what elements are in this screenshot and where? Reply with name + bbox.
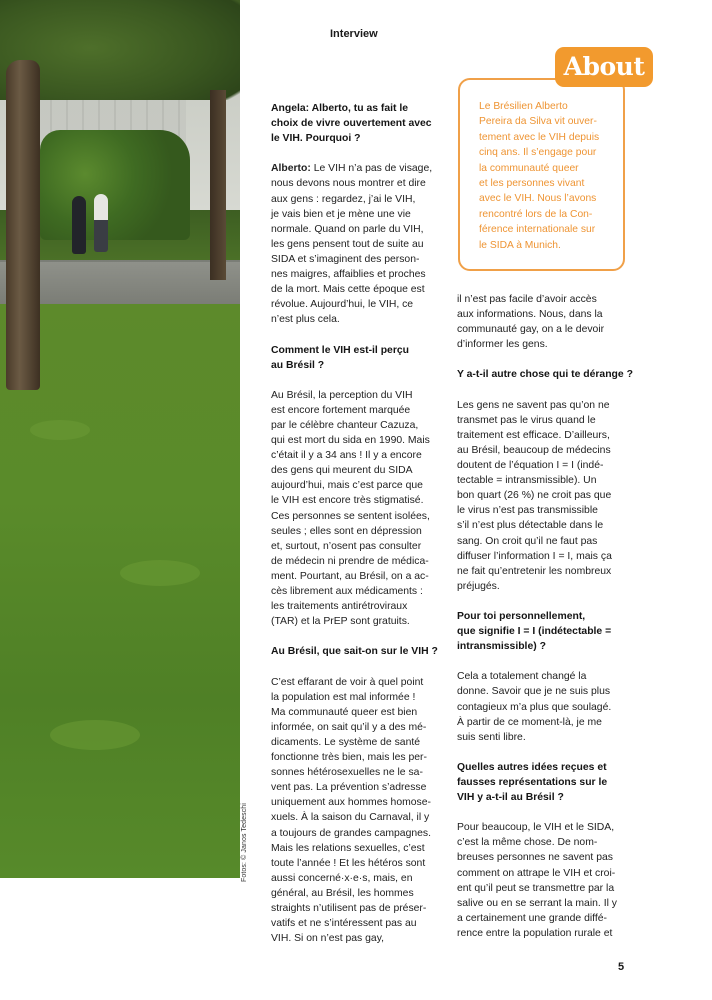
- photo-person: [94, 194, 108, 252]
- section-label: Interview: [330, 28, 378, 40]
- photo-lawn-patch: [30, 420, 90, 440]
- about-text: Le Brésilien Alberto Pereira da Silva vit ouver- tement avec le VIH depuis cinq ans. Il s’engage pour la communauté queer et les personnes vivant avec le VIH. Nous l’avons rencontré lors de la Con- férence internationale sur le SIDA à Munich.: [479, 101, 600, 251]
- interview-question: Quelles autres idées reçues et fausses représentations sur le VIH y a-t-il au Brésil ?: [457, 761, 608, 804]
- interview-answer: Pour beaucoup, le VIH et le SIDA, c’est la même chose. De nom- breuses personnes ne savent pas comment on attrape le VIH et croi- ent qu’il peut se transmettre par la salive ou en se serrant la main. Il y a certainement une grande diffé- rence entre la population rurale et: [457, 822, 617, 939]
- interview-answer: [271, 161, 451, 327]
- interview-answer: Cela a totalement changé la donne. Savoir que je ne suis plus contagieux m’a plus que soulagé. À partir de ce moment-là, je me suis senti libre.: [457, 671, 612, 743]
- interview-question: Y a-t-il autre chose qui te dérange ?: [457, 369, 633, 381]
- article-column-right: [457, 292, 637, 956]
- photo-tree-trunk: [210, 90, 226, 280]
- interview-answer: il n’est pas facile d’avoir accès aux informations. Nous, dans la communauté gay, on a le devoir d’informer les gens.: [457, 294, 605, 351]
- answer-text: Le VIH n’a pas de visage, nous devons nous montrer et dire aux gens : regardez, j’ai le VIH, je vais bien et je mène une vie normale. Quand on parle du VIH, les gens pensent tout de suite au SIDA et s’imaginent des person- nes maigres, affaiblies et proches de la mort. Mais cette époque est révolue. Aujourd’hui, le VIH, ce n’est plus cela.: [271, 163, 433, 326]
- interview-answer: C’est effarant de voir à quel point la population est mal informée ! Ma communauté queer est bien informée, on sait qu’il y a des mé- dicaments. Le système de santé fonctionne très bien, mais les per- sonnes hétérosexuelles ne le sa- vent pas. La prévention s’adresse uniquement aux hommes homose- xuels. À la saison du Carnaval, il y a toujours de grandes campagnes. Mais les relations sexuelles, c’est toute l’année ! Et les hétéros sont aussi concerné·x·e·s, mais, en général, au Brésil, les hommes straights n’utilisent pas de préser- vatifs et ne s’intéressent pas au VIH. Si on n’est pas gay,: [271, 676, 432, 945]
- interview-answer: Au Brésil, la perception du VIH est encore fortement marquée par le célèbre chanteur Cazuza, qui est mort du sida en 1990. Mais c’était il y a 34 ans ! Il y a encore des gens qui meurent du SIDA aujourd’hui, mais c’est parce que le VIH est encore très stigmatisé. Ces personnes se sentent isolées, seules ; elles sont en dépression et, surtout, n’osent pas consulter de médecin ni prendre de médica- ment. Pourtant, au Brésil, on a ac- cès librement aux médicaments : les traitements antirétroviraux (TAR) et la PrEP sont gratuits.: [271, 389, 430, 628]
- about-title: About: [555, 47, 653, 87]
- park-photo: [0, 0, 240, 878]
- page-number: 5: [618, 961, 625, 973]
- photo-lawn-patch: [120, 560, 200, 586]
- photo-lawn-patch: [50, 720, 140, 750]
- interview-question: Angela: Alberto, tu as fait le choix de vivre ouvertement avec le VIH. Pourquoi ?: [271, 103, 432, 145]
- article-column-left: [271, 101, 451, 961]
- interview-question: Pour toi personnellement, que signifie I = I (indétectable = intransmissible) ?: [457, 610, 612, 653]
- interview-question: Comment le VIH est-il perçu au Brésil ?: [271, 344, 409, 371]
- interview-answer: Les gens ne savent pas qu’on ne transmet pas le virus quand le traitement est efficace. D’ailleurs, au Brésil, beaucoup de médecins doutent de l’équation I = I (indé- tectable = intransmissible). Un bon quart (26 %) ne croit pas que le virus n’est pas transmissible s’il n’est plus détectable dans le sang. On croit qu’il ne faut pas diffuser l’information I = I, mais ça ne fait qu’entretenir les nombreux préjugés.: [457, 399, 612, 592]
- photo-tree-trunk: [6, 60, 40, 390]
- photo-hedge: [40, 130, 190, 240]
- photo-credit: Fotos: © Janos Tedeschi: [241, 803, 248, 882]
- speaker-name: Alberto:: [271, 163, 311, 175]
- interview-question: Au Brésil, que sait-on sur le VIH ?: [271, 646, 438, 658]
- photo-person: [72, 196, 86, 254]
